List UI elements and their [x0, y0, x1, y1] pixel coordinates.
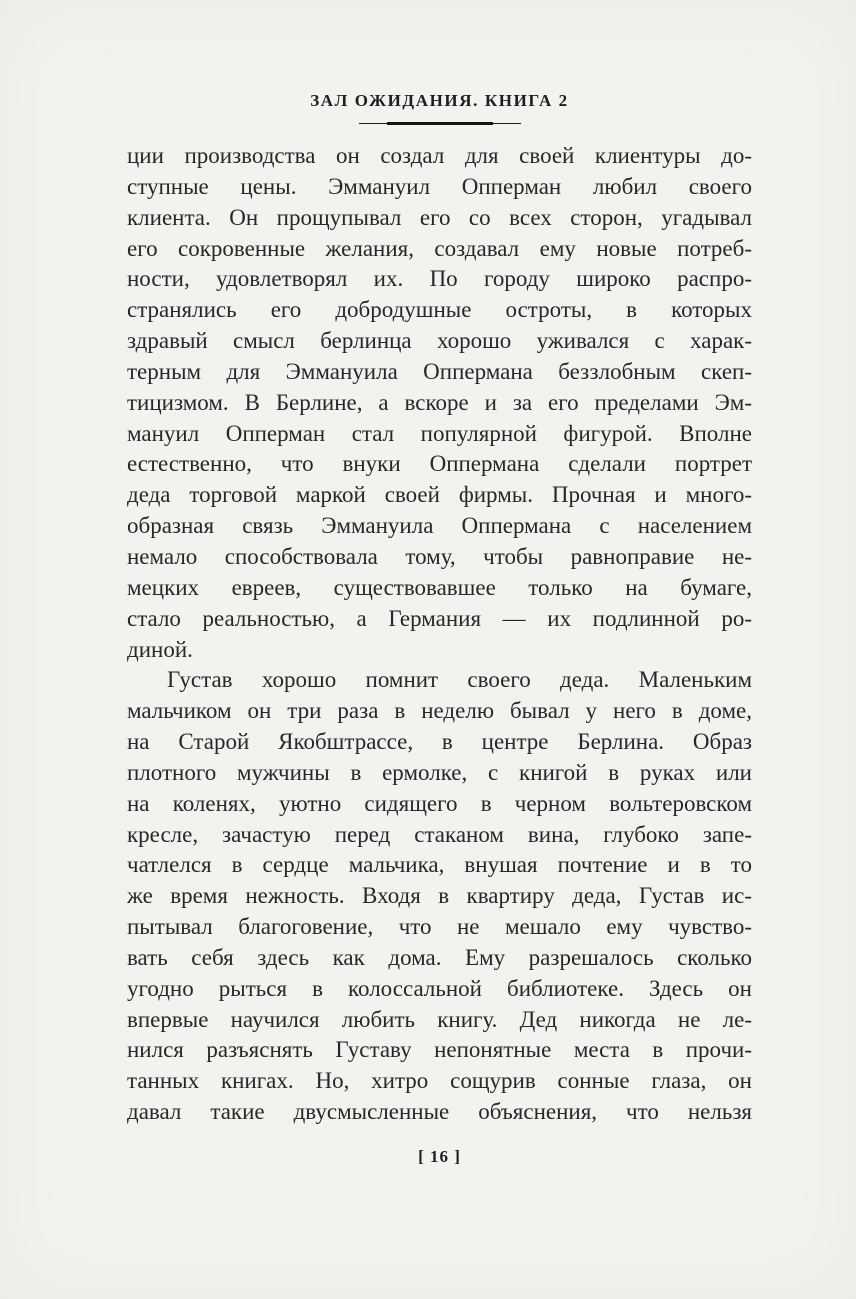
- text-line: диной.: [127, 636, 193, 662]
- running-header: [127, 91, 752, 126]
- text-line: Густав хорошо помнит своего деда. Маленьким: [167, 667, 752, 693]
- text-line: терным для Эммануила Оппермана беззлобным скеп-: [127, 358, 752, 384]
- text-line: естественно, что внуки Оппермана сделали портрет: [127, 451, 752, 477]
- text-line: угодно рыться в колоссальной библиотеке. Здесь он: [127, 975, 752, 1001]
- text-line: на коленях, уютно сидящего в черном вольтеровском: [127, 790, 752, 816]
- text-line: здравый смысл берлинца хорошо уживался с харак-: [127, 328, 752, 354]
- header-divider-thick-bar: [387, 122, 493, 126]
- text-line: танных книгах. Но, хитро сощурив сонные глаза, он: [127, 1068, 752, 1094]
- running-header-title: ЗАЛ ОЖИДАНИЯ. КНИГА 2: [310, 91, 569, 110]
- text-line: мальчиком он три раза в неделю бывал у него в доме,: [127, 698, 752, 724]
- text-line: немало способствовала тому, чтобы равноправие не-: [127, 543, 752, 569]
- page-number-label: [ 16 ]: [418, 1147, 461, 1166]
- page-number: [127, 1147, 752, 1167]
- text-line: тицизмом. В Берлине, а вскоре и за его пределами Эм-: [127, 389, 752, 415]
- text-line: же время нежность. Входя в квартиру деда, Густав ис-: [127, 883, 752, 909]
- text-line: деда торговой маркой своей фирмы. Прочная и много-: [127, 482, 752, 508]
- text-line: чатлелся в сердце мальчика, внушая почтение и в то: [127, 852, 752, 878]
- text-line: ности, удовлетворял их. По городу широко распро-: [127, 266, 752, 292]
- text-line: вать себя здесь как дома. Ему разрешалось сколько: [127, 944, 752, 970]
- text-line: ступные цены. Эммануил Опперман любил своего: [127, 173, 752, 199]
- text-line: клиента. Он прощупывал его со всех сторон, угадывал: [127, 204, 752, 230]
- text-line: на Старой Якобштрассе, в центре Берлина. Образ: [127, 729, 752, 755]
- text-line: впервые научился любить книгу. Дед никогда не ле-: [127, 1006, 752, 1032]
- text-line: стало реальностью, а Германия — их подлинной ро-: [127, 605, 752, 631]
- text-line: образная связь Эммануила Оппермана с населением: [127, 513, 752, 539]
- body-text: [127, 141, 752, 1128]
- header-divider: [359, 121, 521, 126]
- text-line: странялись его добродушные остроты, в которых: [127, 297, 752, 323]
- text-line: его сокровенные желания, создавал ему новые потреб-: [127, 235, 752, 261]
- text-line: давал такие двусмысленные объяснения, что нельзя: [127, 1099, 752, 1125]
- text-line: нился разъяснять Густаву непонятные места в прочи-: [127, 1037, 752, 1063]
- text-line: мануил Опперман стал популярной фигурой. Вполне: [127, 420, 752, 446]
- text-line: ции производства он создал для своей клиентуры до-: [127, 143, 752, 168]
- text-line: плотного мужчины в ермолке, с книгой в руках или: [127, 759, 752, 785]
- text-line: кресле, зачастую перед стаканом вина, глубоко запе-: [127, 821, 752, 847]
- text-line: мецких евреев, существовавшее только на бумаге,: [127, 574, 752, 600]
- text-line: пытывал благоговение, что не мешало ему чувство-: [127, 914, 752, 940]
